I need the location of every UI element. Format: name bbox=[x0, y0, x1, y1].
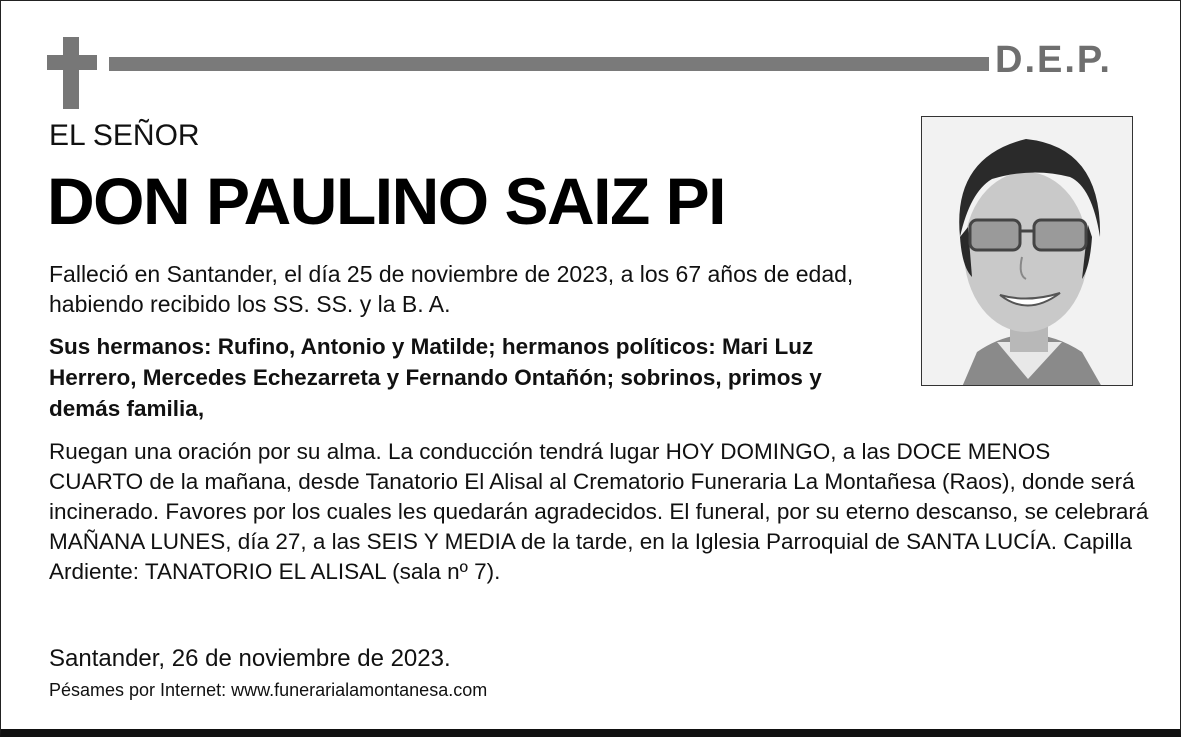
family-list: Sus hermanos: Rufino, Antonio y Matilde; hermanos políticos: Mari Luz Herrero, Mercedes Echezarreta y Fernando Ontañón; sobrinos, primos y demás familia, bbox=[49, 334, 822, 421]
portrait-photo bbox=[921, 116, 1133, 386]
title-prefix: EL SEÑOR bbox=[49, 119, 200, 152]
condolences-line: Pésames por Internet: www.funerarialamontanesa.com bbox=[49, 680, 488, 700]
dep-label: D.E.P. bbox=[995, 39, 1112, 81]
cross-horizontal-bar bbox=[47, 55, 97, 70]
service-details: Ruegan una oración por su alma. La conducción tendrá lugar HOY DOMINGO, a las DOCE MENOS CUARTO de la mañana, desde Tanatorio El Alisal al Crematorio Funeraria La Montañesa (Raos), donde será incinerado. Favores por los cuales les quedarán agradecidos. El funeral, por su eterno descanso, se celebrará MAÑANA LUNES, día 27, a las SEIS Y MEDIA de la tarde, en la Iglesia Parroquial de SANTA LUCÍA. Capilla Ardiente: TANATORIO EL ALISAL (sala nº 7). bbox=[49, 439, 1149, 584]
header-rule bbox=[109, 57, 989, 71]
portrait-illustration bbox=[922, 117, 1133, 386]
place-date: Santander, 26 de noviembre de 2023. bbox=[49, 645, 451, 672]
cross-vertical-bar bbox=[63, 37, 79, 109]
death-statement: Falleció en Santander, el día 25 de noviembre de 2023, a los 67 años de edad, habiendo recibido los SS. SS. y la B. A. bbox=[49, 261, 854, 317]
deceased-name: DON PAULINO SAIZ PI bbox=[47, 164, 725, 238]
